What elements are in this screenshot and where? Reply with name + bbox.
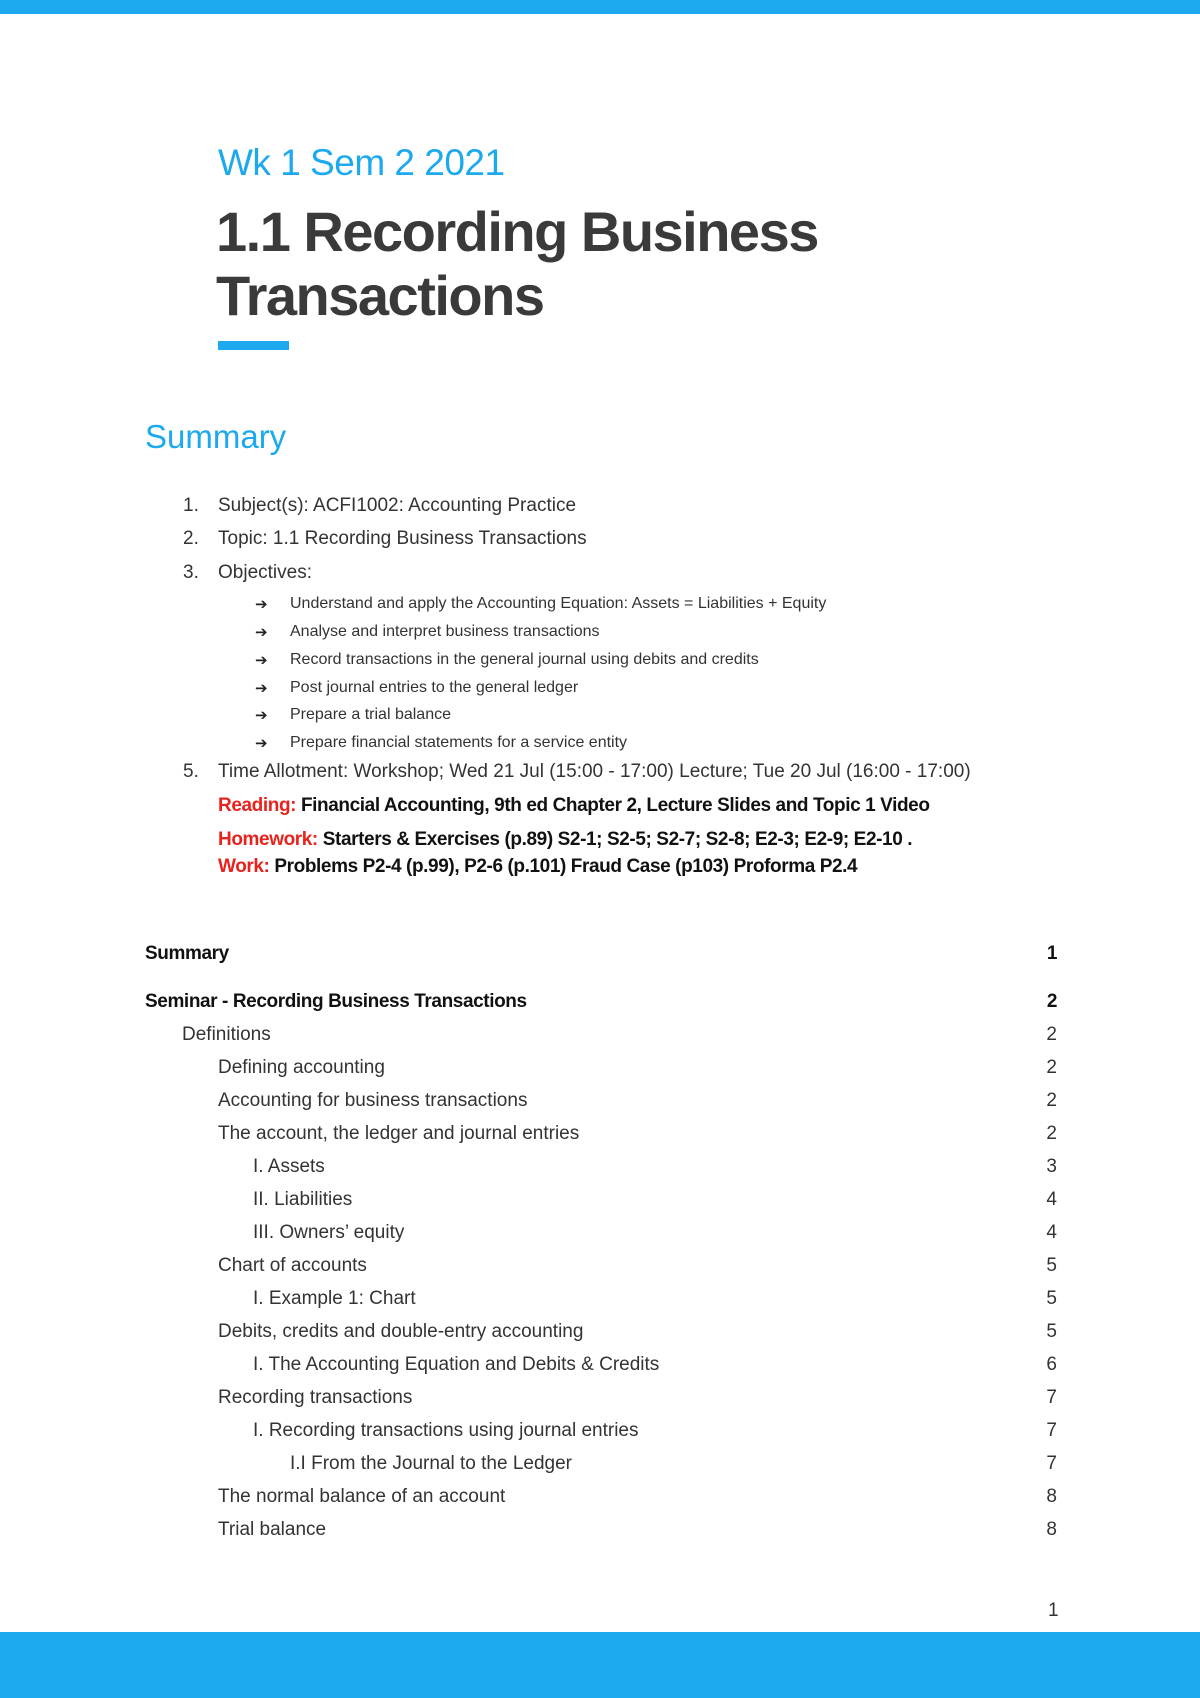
toc-entry-title: Accounting for business transactions [218, 1090, 528, 1111]
toc-entry-page: 8 [1046, 1519, 1057, 1540]
list-number: 1. [183, 495, 199, 516]
toc-entry-page: 2 [1046, 1090, 1057, 1111]
toc-entry[interactable] [253, 1288, 1057, 1314]
objective-item: Prepare financial statements for a service entity [290, 734, 628, 751]
toc-entry[interactable] [218, 1321, 1057, 1347]
toc-entry[interactable] [253, 1222, 1057, 1248]
toc-entry-title: Definitions [182, 1024, 271, 1045]
toc-entry-title: I. The Accounting Equation and Debits & Credits [253, 1354, 660, 1375]
summary-subject: Subject(s): ACFI1002: Accounting Practice [218, 495, 577, 516]
homework-label: Homework: [218, 829, 318, 850]
toc-entry-page: 2 [1046, 1123, 1057, 1144]
toc-entry-page: 7 [1046, 1453, 1057, 1474]
work-label: Work: [218, 856, 270, 877]
toc-entry-page: 6 [1046, 1354, 1057, 1375]
summary-topic: Topic: 1.1 Recording Business Transactions [218, 528, 587, 549]
homework-text: Starters & Exercises (p.89) S2-1; S2-5; S2-7; S2-8; E2-3; E2-9; E2-10 . [317, 829, 913, 850]
toc-entry-page: 7 [1046, 1387, 1057, 1408]
arrow-icon: ➔ [255, 596, 268, 613]
toc-entry-title: I. Assets [253, 1156, 325, 1177]
toc-entry-page: 1 [1046, 943, 1057, 964]
toc-entry[interactable] [253, 1189, 1057, 1215]
toc-entry[interactable] [218, 1255, 1057, 1281]
objective-item: Prepare a trial balance [290, 706, 451, 723]
work-text: Problems P2-4 (p.99), P2-6 (p.101) Fraud Case (p103) Proforma P2.4 [269, 856, 858, 877]
summary-time-allotment: Time Allotment: Workshop; Wed 21 Jul (15:00 - 17:00) Lecture; Tue 20 Jul (16:00 - 17:00) [218, 761, 971, 782]
list-number: 2. [183, 528, 199, 549]
objective-item: Understand and apply the Accounting Equation: Assets = Liabilities + Equity [290, 595, 827, 612]
toc-entry[interactable] [218, 1486, 1057, 1512]
toc-entry[interactable] [218, 1519, 1057, 1545]
toc-entry-title: I.I From the Journal to the Ledger [290, 1453, 572, 1474]
toc-entry-page: 2 [1046, 1024, 1057, 1045]
toc-entry-page: 2 [1046, 991, 1057, 1012]
list-number: 5. [183, 761, 199, 782]
toc-entry-page: 4 [1046, 1189, 1057, 1210]
toc-entry-title: Summary [145, 943, 229, 964]
homework-note [218, 829, 912, 851]
summary-heading: Summary [145, 418, 287, 455]
summary-objectives-label: Objectives: [218, 562, 312, 583]
toc-entry-page: 2 [1046, 1057, 1057, 1078]
arrow-icon: ➔ [255, 735, 268, 752]
reading-note [218, 795, 930, 817]
toc-entry[interactable] [218, 1090, 1057, 1116]
arrow-icon: ➔ [255, 652, 268, 669]
page-number: 1 [1048, 1600, 1059, 1621]
objective-item: Record transactions in the general journal using debits and credits [290, 651, 759, 668]
toc-entry[interactable] [218, 1057, 1057, 1083]
toc-entry-title: Trial balance [218, 1519, 327, 1540]
toc-entry-page: 7 [1046, 1420, 1057, 1441]
toc-entry-title: III. Owners’ equity [253, 1222, 405, 1243]
document-subtitle: Wk 1 Sem 2 2021 [218, 142, 505, 183]
toc-entry[interactable] [218, 1387, 1057, 1413]
toc-entry-page: 5 [1046, 1321, 1057, 1342]
bottom-accent-bar [0, 1632, 1200, 1698]
arrow-icon: ➔ [255, 680, 268, 697]
toc-entry-page: 8 [1046, 1486, 1057, 1507]
reading-label: Reading: [218, 795, 297, 816]
toc-entry[interactable] [218, 1123, 1057, 1149]
toc-entry[interactable] [253, 1420, 1057, 1446]
document-title: 1.1 Recording Business Transactions [216, 200, 818, 327]
toc-entry[interactable] [253, 1156, 1057, 1182]
toc-entry-title: Defining accounting [218, 1057, 385, 1078]
toc-entry-page: 5 [1046, 1255, 1057, 1276]
toc-entry-title: I. Recording transactions using journal entries [253, 1420, 639, 1441]
toc-entry[interactable] [290, 1453, 1057, 1479]
objective-item: Post journal entries to the general ledger [290, 679, 579, 696]
toc-entry-title: Debits, credits and double-entry accounting [218, 1321, 584, 1342]
toc-entry[interactable] [182, 1024, 1057, 1050]
top-accent-bar [0, 0, 1200, 14]
toc-entry-title: I. Example 1: Chart [253, 1288, 416, 1309]
toc-entry-title: The account, the ledger and journal entries [218, 1123, 580, 1144]
toc-entry-title: II. Liabilities [253, 1189, 353, 1210]
toc-entry[interactable] [145, 943, 1057, 969]
arrow-icon: ➔ [255, 624, 268, 641]
toc-entry-title: The normal balance of an account [218, 1486, 506, 1507]
toc-entry[interactable] [253, 1354, 1057, 1380]
toc-entry-title: Seminar - Recording Business Transactions [145, 991, 527, 1012]
toc-entry-page: 3 [1046, 1156, 1057, 1177]
toc-entry[interactable] [145, 991, 1057, 1017]
title-underline [218, 341, 289, 350]
reading-text: Financial Accounting, 9th ed Chapter 2, Lecture Slides and Topic 1 Video [296, 795, 930, 816]
toc-entry-page: 5 [1046, 1288, 1057, 1309]
toc-entry-title: Recording transactions [218, 1387, 413, 1408]
objective-item: Analyse and interpret business transactions [290, 623, 600, 640]
arrow-icon: ➔ [255, 707, 268, 724]
work-note [218, 856, 857, 878]
toc-entry-title: Chart of accounts [218, 1255, 367, 1276]
list-number: 3. [183, 562, 199, 583]
toc-entry-page: 4 [1046, 1222, 1057, 1243]
